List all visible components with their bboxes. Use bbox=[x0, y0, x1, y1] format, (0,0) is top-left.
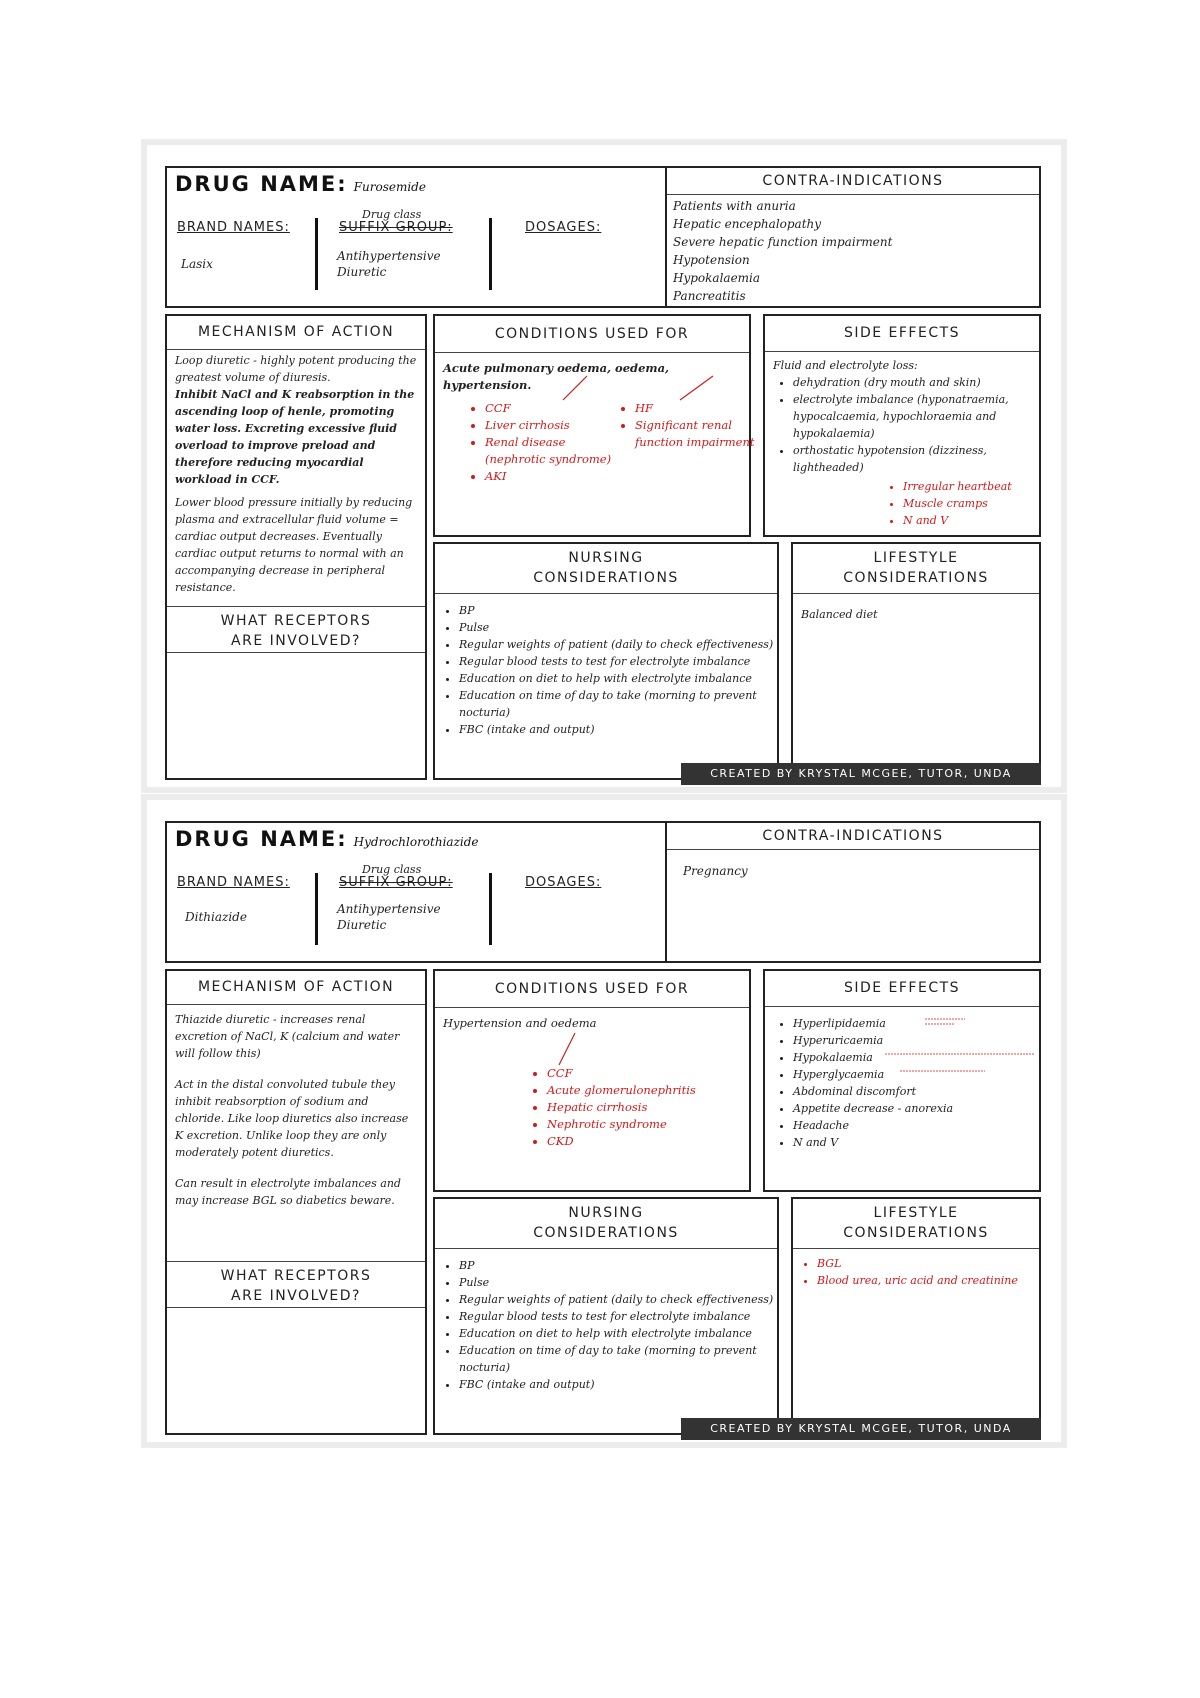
receptors-heading-line-1: WHAT RECEPTORS bbox=[220, 1268, 372, 1284]
contra-item: Pregnancy bbox=[683, 864, 748, 878]
nursing-heading-line-1: NURSING bbox=[568, 1205, 644, 1221]
condition-item: • CKD bbox=[547, 1133, 757, 1150]
nursing-heading bbox=[435, 1199, 777, 1249]
nursing-item: • Pulse bbox=[459, 619, 781, 636]
brand-names-label: BRAND NAMES: bbox=[177, 875, 290, 890]
contra-item: Patients with anuria bbox=[673, 199, 796, 213]
condition-item: • CCF bbox=[547, 1065, 757, 1082]
mechanism-heading: MECHANISM OF ACTION bbox=[167, 316, 425, 350]
contra-item: Hypotension bbox=[673, 253, 750, 267]
conditions-heading: CONDITIONS USED FOR bbox=[435, 316, 749, 353]
lifestyle-heading bbox=[793, 1199, 1039, 1249]
header-divider bbox=[489, 873, 492, 945]
drug-header-box bbox=[165, 166, 667, 308]
nursing-heading-line-2: CONSIDERATIONS bbox=[533, 570, 679, 586]
contra-list bbox=[673, 197, 892, 305]
mechanism-paragraph: Inhibit NaCl and K reabsorption in the ascending loop of henle, promoting water loss. Excreting excessive fluid overload to improve preload and therefore reducing myocardial workload in CCF. bbox=[175, 388, 415, 486]
lifestyle-item: • BGL bbox=[817, 1255, 1037, 1272]
dosages-label: DOSAGES: bbox=[525, 220, 602, 235]
side-effects-extra-list bbox=[883, 478, 1053, 529]
drug-class-line-2: Diuretic bbox=[337, 918, 387, 932]
side-effect-item: • Abdominal discomfort bbox=[793, 1083, 963, 1100]
conditions-list-1 bbox=[465, 400, 625, 485]
side-effect-item: • Hypokalaemia bbox=[793, 1049, 963, 1066]
side-effect-item: • N and V bbox=[903, 512, 1053, 529]
credit-banner: CREATED BY KRYSTAL MCGEE, TUTOR, UNDA bbox=[681, 763, 1041, 785]
conditions-intro: Hypertension and oedema bbox=[443, 1016, 597, 1030]
contra-item: Hepatic encephalopathy bbox=[673, 217, 822, 231]
nursing-box bbox=[433, 542, 779, 780]
side-effects-list bbox=[773, 374, 1045, 476]
arrow-line bbox=[563, 376, 587, 400]
nursing-item: • Pulse bbox=[459, 1274, 781, 1291]
nursing-heading-line-1: NURSING bbox=[568, 550, 644, 566]
drug-class-line-2: Diuretic bbox=[337, 265, 387, 279]
drug-header-box bbox=[165, 821, 667, 963]
drug-card-furosemide bbox=[147, 145, 1061, 787]
conditions-heading: CONDITIONS USED FOR bbox=[435, 971, 749, 1008]
drug-name-heading: DRUG NAME: Hydrochlorothiazide bbox=[175, 827, 479, 851]
receptors-section bbox=[167, 606, 425, 653]
nursing-item: • Regular weights of patient (daily to check effectiveness) bbox=[459, 1291, 781, 1308]
drug-name-heading: DRUG NAME: Furosemide bbox=[175, 172, 426, 196]
conditions-list-2 bbox=[615, 400, 755, 451]
arrow-line bbox=[680, 376, 713, 400]
side-effect-item: • Hyperglycaemia bbox=[793, 1066, 963, 1083]
nursing-heading-line-2: CONSIDERATIONS bbox=[533, 1225, 679, 1241]
side-effects-heading: SIDE EFFECTS bbox=[765, 971, 1039, 1007]
suffix-group-label: SUFFIX GROUP: bbox=[339, 220, 453, 235]
drug-class-note: Drug class bbox=[362, 863, 422, 876]
side-effect-item: • Appetite decrease - anorexia bbox=[793, 1100, 963, 1117]
side-effects-box bbox=[763, 969, 1041, 1192]
lifestyle-heading-line-1: LIFESTYLE bbox=[873, 550, 959, 566]
mechanism-box bbox=[165, 314, 427, 780]
lifestyle-heading-line-2: CONSIDERATIONS bbox=[843, 1225, 989, 1241]
brand-name-value: Lasix bbox=[181, 257, 213, 271]
drug-name-value: Hydrochlorothiazide bbox=[353, 835, 479, 849]
nursing-list bbox=[439, 1257, 781, 1393]
contra-indications-box bbox=[665, 821, 1041, 963]
lifestyle-item: • Blood urea, uric acid and creatinine bbox=[817, 1272, 1037, 1289]
side-effect-item: • Irregular heartbeat bbox=[903, 478, 1053, 495]
nursing-item: • Education on diet to help with electrolyte imbalance bbox=[459, 1325, 781, 1342]
condition-item: • Significant renal function impairment bbox=[635, 417, 755, 451]
receptors-heading bbox=[167, 1262, 425, 1308]
nursing-item: • Regular blood tests to test for electrolyte imbalance bbox=[459, 653, 781, 670]
receptors-heading bbox=[167, 607, 425, 653]
brand-name-value: Dithiazide bbox=[185, 910, 247, 924]
header-divider bbox=[315, 873, 318, 945]
side-effects-intro: Fluid and electrolyte loss: bbox=[773, 359, 918, 372]
lifestyle-heading bbox=[793, 544, 1039, 594]
lifestyle-heading-line-2: CONSIDERATIONS bbox=[843, 570, 989, 586]
nursing-item: • Education on time of day to take (morning to prevent nocturia) bbox=[459, 1342, 781, 1376]
contra-indications-heading: CONTRA-INDICATIONS bbox=[667, 823, 1039, 850]
conditions-box bbox=[433, 314, 755, 537]
drug-class-line-1: Antihypertensive bbox=[337, 902, 441, 916]
contra-item: Pancreatitis bbox=[673, 289, 746, 303]
lifestyle-item: Balanced diet bbox=[801, 608, 878, 621]
conditions-intro: Acute pulmonary oedema, oedema, hypertension. bbox=[443, 361, 670, 392]
receptors-section bbox=[167, 1261, 425, 1308]
receptors-heading-line-2: ARE INVOLVED? bbox=[231, 1288, 361, 1304]
lifestyle-box bbox=[791, 542, 1041, 770]
mechanism-paragraph: Can result in electrolyte imbalances and may increase BGL so diabetics beware. bbox=[175, 1177, 401, 1207]
contra-item: Severe hepatic function impairment bbox=[673, 235, 893, 249]
arrow-line bbox=[559, 1033, 575, 1065]
nursing-item: • FBC (intake and output) bbox=[459, 1376, 781, 1393]
nursing-item: • Education on time of day to take (morning to prevent nocturia) bbox=[459, 687, 781, 721]
condition-item: • CCF bbox=[485, 400, 625, 417]
nursing-item: • BP bbox=[459, 602, 781, 619]
side-effect-item: • Muscle cramps bbox=[903, 495, 1053, 512]
drug-class-value bbox=[337, 901, 441, 933]
drug-name-value: Furosemide bbox=[353, 180, 426, 194]
side-effect-item: • Hyperlipidaemia bbox=[793, 1015, 963, 1032]
receptors-heading-line-1: WHAT RECEPTORS bbox=[220, 613, 372, 629]
header-divider bbox=[315, 218, 318, 290]
header-divider bbox=[489, 218, 492, 290]
side-effect-item: • electrolyte imbalance (hyponatraemia, hypocalcaemia, hypochloraemia and hypokalaemia) bbox=[793, 391, 1045, 442]
conditions-list-1 bbox=[527, 1065, 757, 1150]
nursing-item: • Regular weights of patient (daily to check effectiveness) bbox=[459, 636, 781, 653]
drug-class-line-1: Antihypertensive bbox=[337, 249, 441, 263]
side-effects-box bbox=[763, 314, 1041, 537]
contra-indications-box bbox=[665, 166, 1041, 308]
nursing-list bbox=[439, 602, 781, 738]
condition-item: • Liver cirrhosis bbox=[485, 417, 625, 434]
condition-item: • HF bbox=[635, 400, 755, 417]
mechanism-text bbox=[175, 1011, 419, 1209]
dosages-label: DOSAGES: bbox=[525, 875, 602, 890]
nursing-item: • FBC (intake and output) bbox=[459, 721, 781, 738]
condition-item: • Nephrotic syndrome bbox=[547, 1116, 757, 1133]
side-effect-item: • orthostatic hypotension (dizziness, lightheaded) bbox=[793, 442, 1045, 476]
drug-class-note: Drug class bbox=[362, 208, 422, 221]
lifestyle-heading-line-1: LIFESTYLE bbox=[873, 1205, 959, 1221]
nursing-box bbox=[433, 1197, 779, 1435]
mechanism-text bbox=[175, 352, 419, 596]
condition-item: • Acute glomerulonephritis bbox=[547, 1082, 757, 1099]
side-effect-item: • Hyperuricaemia bbox=[793, 1032, 963, 1049]
brand-names-label: BRAND NAMES: bbox=[177, 220, 290, 235]
mechanism-heading: MECHANISM OF ACTION bbox=[167, 971, 425, 1005]
nursing-item: • Regular blood tests to test for electrolyte imbalance bbox=[459, 1308, 781, 1325]
side-effect-item: • N and V bbox=[793, 1134, 963, 1151]
drug-class-value bbox=[337, 248, 441, 280]
side-effect-item: • dehydration (dry mouth and skin) bbox=[793, 374, 1045, 391]
receptors-heading-line-2: ARE INVOLVED? bbox=[231, 633, 361, 649]
contra-indications-heading: CONTRA-INDICATIONS bbox=[667, 168, 1039, 195]
side-effects-heading: SIDE EFFECTS bbox=[765, 316, 1039, 352]
condition-item: • Hepatic cirrhosis bbox=[547, 1099, 757, 1116]
side-effect-item: • Headache bbox=[793, 1117, 963, 1134]
nursing-item: • BP bbox=[459, 1257, 781, 1274]
lifestyle-box bbox=[791, 1197, 1041, 1425]
drug-card-hydrochlorothiazide bbox=[147, 800, 1061, 1442]
handwritten-annotations bbox=[765, 971, 1043, 1194]
conditions-box bbox=[433, 969, 751, 1192]
nursing-item: • Education on diet to help with electrolyte imbalance bbox=[459, 670, 781, 687]
mechanism-paragraph: Loop diuretic - highly potent producing the greatest volume of diuresis. bbox=[175, 354, 417, 384]
lifestyle-list bbox=[797, 1255, 1037, 1289]
mechanism-box bbox=[165, 969, 427, 1435]
condition-item: • AKI bbox=[485, 468, 625, 485]
mechanism-paragraph: Thiazide diuretic - increases renal excretion of NaCl, K (calcium and water will follow this) bbox=[175, 1013, 400, 1060]
condition-item: • Renal disease (nephrotic syndrome) bbox=[485, 434, 625, 468]
suffix-group-label: SUFFIX GROUP: bbox=[339, 875, 453, 890]
nursing-heading bbox=[435, 544, 777, 594]
credit-banner: CREATED BY KRYSTAL MCGEE, TUTOR, UNDA bbox=[681, 1418, 1041, 1440]
mechanism-paragraph: Lower blood pressure initially by reducing plasma and extracellular fluid volume = cardiac output decreases. Eventually cardiac output returns to normal with an accompanying decrease in peripheral resistance. bbox=[175, 496, 413, 594]
mechanism-paragraph: Act in the distal convoluted tubule they inhibit reabsorption of sodium and chloride. Like loop diuretics also increase K excretion. Unlike loop they are only moderately potent diuretics. bbox=[175, 1078, 409, 1159]
contra-item: Hypokalaemia bbox=[673, 271, 761, 285]
